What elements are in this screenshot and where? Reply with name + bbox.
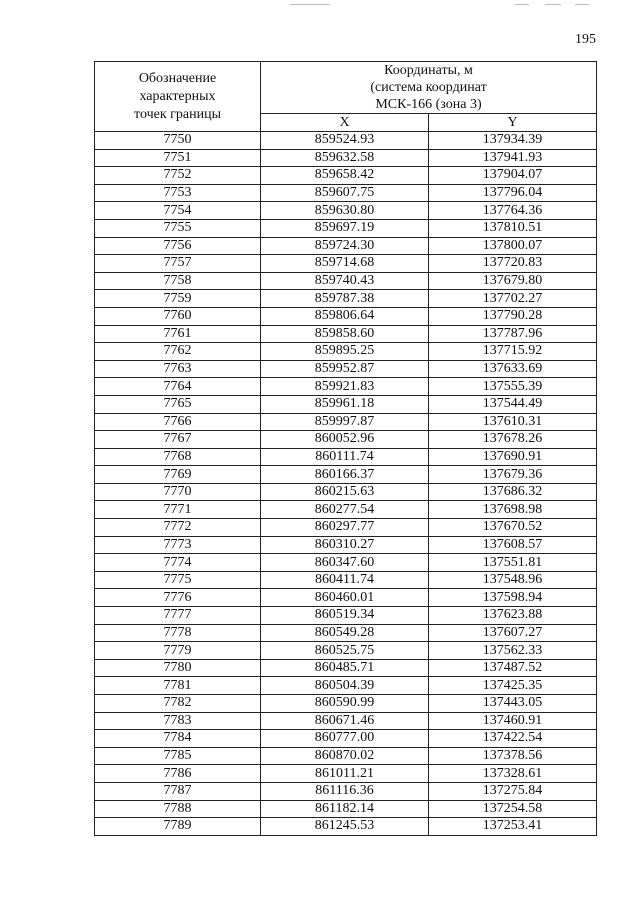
table-row: [95, 466, 597, 484]
table-row: [95, 184, 597, 202]
x-coordinate-cell: 860870.02: [261, 747, 429, 765]
table-row: [95, 642, 597, 660]
point-id-cell: 7758: [95, 272, 261, 290]
y-coordinate-cell: 137610.31: [429, 413, 597, 431]
point-id-cell: 7761: [95, 325, 261, 343]
point-id-cell: 7787: [95, 782, 261, 800]
point-id-cell: 7768: [95, 448, 261, 466]
point-id-cell: 7762: [95, 343, 261, 361]
x-coordinate-cell: 860485.71: [261, 659, 429, 677]
table-row: [95, 237, 597, 255]
x-coordinate-cell: 860671.46: [261, 712, 429, 730]
table-row: [95, 343, 597, 361]
x-coordinate-cell: 859787.38: [261, 290, 429, 308]
point-id-cell: 7765: [95, 395, 261, 413]
x-coordinate-cell: 859858.60: [261, 325, 429, 343]
x-coordinate-cell: 861245.53: [261, 818, 429, 836]
y-coordinate-cell: 137623.88: [429, 607, 597, 625]
y-coordinate-cell: 137686.32: [429, 483, 597, 501]
y-coordinate-cell: 137598.94: [429, 589, 597, 607]
point-designation-header: [95, 62, 261, 132]
y-coordinate-cell: 137378.56: [429, 747, 597, 765]
table-row: [95, 219, 597, 237]
table-row: [95, 765, 597, 783]
table-row: [95, 554, 597, 572]
y-coordinate-cell: 137487.52: [429, 659, 597, 677]
y-coordinate-cell: 137460.91: [429, 712, 597, 730]
x-coordinate-cell: 860347.60: [261, 554, 429, 572]
table-row: [95, 378, 597, 396]
x-coordinate-cell: 860111.74: [261, 448, 429, 466]
x-coordinate-cell: 859961.18: [261, 395, 429, 413]
x-coordinate-cell: 861116.36: [261, 782, 429, 800]
x-coordinate-cell: 859740.43: [261, 272, 429, 290]
x-coordinate-cell: 860777.00: [261, 730, 429, 748]
point-id-cell: 7784: [95, 730, 261, 748]
table-row: [95, 448, 597, 466]
table-row: [95, 659, 597, 677]
x-coordinate-cell: 860460.01: [261, 589, 429, 607]
scan-artifact-line: [545, 4, 561, 5]
x-coordinate-cell: 860166.37: [261, 466, 429, 484]
table-row: [95, 571, 597, 589]
header-line: характерных: [139, 88, 216, 104]
point-id-cell: 7781: [95, 677, 261, 695]
point-id-cell: 7759: [95, 290, 261, 308]
table-row: [95, 413, 597, 431]
point-id-cell: 7782: [95, 695, 261, 713]
scan-artifact-line: [290, 4, 330, 5]
x-coordinate-cell: 860519.34: [261, 607, 429, 625]
x-coordinate-cell: 859921.83: [261, 378, 429, 396]
x-coordinate-cell: 860310.27: [261, 536, 429, 554]
scan-artifact-line: [515, 4, 529, 5]
y-column-header: Y: [429, 114, 597, 132]
x-coordinate-cell: 861011.21: [261, 765, 429, 783]
table-row: [95, 431, 597, 449]
x-coordinate-cell: 859607.75: [261, 184, 429, 202]
y-coordinate-cell: 137425.35: [429, 677, 597, 695]
table-row: [95, 395, 597, 413]
page-number: 195: [575, 32, 596, 47]
table-row: [95, 800, 597, 818]
point-id-cell: 7750: [95, 132, 261, 150]
point-id-cell: 7754: [95, 202, 261, 220]
y-coordinate-cell: 137796.04: [429, 184, 597, 202]
scan-artifact-line: [575, 4, 589, 5]
header-line: МСК-166 (зона 3): [375, 97, 482, 112]
header-line: Обозначение: [138, 70, 217, 86]
point-id-cell: 7771: [95, 501, 261, 519]
coordinates-table: [94, 61, 597, 836]
header-line: Координаты, м: [384, 63, 473, 78]
y-coordinate-cell: 137678.26: [429, 431, 597, 449]
table-row: [95, 360, 597, 378]
x-coordinate-cell: 860525.75: [261, 642, 429, 660]
y-coordinate-cell: 137679.36: [429, 466, 597, 484]
x-coordinate-cell: 860052.96: [261, 431, 429, 449]
table-row: [95, 272, 597, 290]
x-coordinate-cell: 860277.54: [261, 501, 429, 519]
x-coordinate-cell: 859632.58: [261, 149, 429, 167]
table-row: [95, 202, 597, 220]
point-id-cell: 7779: [95, 642, 261, 660]
point-id-cell: 7778: [95, 624, 261, 642]
x-coordinate-cell: 861182.14: [261, 800, 429, 818]
x-coordinate-cell: 860590.99: [261, 695, 429, 713]
point-id-cell: 7756: [95, 237, 261, 255]
y-coordinate-cell: 137548.96: [429, 571, 597, 589]
y-coordinate-cell: 137698.98: [429, 501, 597, 519]
point-id-cell: 7770: [95, 483, 261, 501]
point-id-cell: 7764: [95, 378, 261, 396]
table-header: [95, 62, 597, 132]
y-coordinate-cell: 137904.07: [429, 167, 597, 185]
point-id-cell: 7774: [95, 554, 261, 572]
point-id-cell: 7773: [95, 536, 261, 554]
point-id-cell: 7763: [95, 360, 261, 378]
y-coordinate-cell: 137443.05: [429, 695, 597, 713]
table-row: [95, 624, 597, 642]
table-row: [95, 677, 597, 695]
point-id-cell: 7752: [95, 167, 261, 185]
point-id-cell: 7766: [95, 413, 261, 431]
point-id-cell: 7767: [95, 431, 261, 449]
point-id-cell: 7783: [95, 712, 261, 730]
x-coordinate-cell: 860215.63: [261, 483, 429, 501]
point-id-cell: 7777: [95, 607, 261, 625]
y-coordinate-cell: 137670.52: [429, 519, 597, 537]
table-row: [95, 132, 597, 150]
table-row: [95, 307, 597, 325]
y-coordinate-cell: 137551.81: [429, 554, 597, 572]
x-coordinate-cell: 859697.19: [261, 219, 429, 237]
y-coordinate-cell: 137679.80: [429, 272, 597, 290]
table-row: [95, 782, 597, 800]
table-row: [95, 167, 597, 185]
table-row: [95, 325, 597, 343]
x-coordinate-cell: 859997.87: [261, 413, 429, 431]
x-coordinate-cell: 859806.64: [261, 307, 429, 325]
x-coordinate-cell: 859524.93: [261, 132, 429, 150]
y-coordinate-cell: 137633.69: [429, 360, 597, 378]
y-coordinate-cell: 137720.83: [429, 255, 597, 273]
y-coordinate-cell: 137253.41: [429, 818, 597, 836]
y-coordinate-cell: 137690.91: [429, 448, 597, 466]
x-coordinate-cell: 860549.28: [261, 624, 429, 642]
y-coordinate-cell: 137790.28: [429, 307, 597, 325]
y-coordinate-cell: 137702.27: [429, 290, 597, 308]
point-id-cell: 7775: [95, 571, 261, 589]
table-row: [95, 149, 597, 167]
table-row: [95, 290, 597, 308]
y-coordinate-cell: 137275.84: [429, 782, 597, 800]
table-row: [95, 589, 597, 607]
x-column-header: X: [261, 114, 429, 132]
point-id-cell: 7789: [95, 818, 261, 836]
table-row: [95, 695, 597, 713]
y-coordinate-cell: 137764.36: [429, 202, 597, 220]
x-coordinate-cell: 859658.42: [261, 167, 429, 185]
table-body: [95, 132, 597, 836]
table-row: [95, 818, 597, 836]
table-row: [95, 483, 597, 501]
point-id-cell: 7786: [95, 765, 261, 783]
x-coordinate-cell: 859714.68: [261, 255, 429, 273]
x-coordinate-cell: 859952.87: [261, 360, 429, 378]
point-id-cell: 7772: [95, 519, 261, 537]
point-id-cell: 7757: [95, 255, 261, 273]
y-coordinate-cell: 137941.93: [429, 149, 597, 167]
table-row: [95, 730, 597, 748]
x-coordinate-cell: 859630.80: [261, 202, 429, 220]
y-coordinate-cell: 137328.61: [429, 765, 597, 783]
y-coordinate-cell: 137608.57: [429, 536, 597, 554]
point-id-cell: 7769: [95, 466, 261, 484]
x-coordinate-cell: 860297.77: [261, 519, 429, 537]
y-coordinate-cell: 137254.58: [429, 800, 597, 818]
header-line: (система координат: [370, 80, 487, 95]
table-row: [95, 519, 597, 537]
point-id-cell: 7751: [95, 149, 261, 167]
table-row: [95, 501, 597, 519]
y-coordinate-cell: 137800.07: [429, 237, 597, 255]
point-id-cell: 7776: [95, 589, 261, 607]
point-id-cell: 7788: [95, 800, 261, 818]
x-coordinate-cell: 860411.74: [261, 571, 429, 589]
x-coordinate-cell: 859724.30: [261, 237, 429, 255]
point-id-cell: 7780: [95, 659, 261, 677]
point-id-cell: 7753: [95, 184, 261, 202]
header-line: точек границы: [134, 106, 221, 122]
coordinates-group-header: [261, 62, 597, 114]
x-coordinate-cell: 859895.25: [261, 343, 429, 361]
y-coordinate-cell: 137422.54: [429, 730, 597, 748]
table-row: [95, 255, 597, 273]
table-row: [95, 712, 597, 730]
table-row: [95, 607, 597, 625]
point-id-cell: 7755: [95, 219, 261, 237]
y-coordinate-cell: 137562.33: [429, 642, 597, 660]
y-coordinate-cell: 137934.39: [429, 132, 597, 150]
table-row: [95, 536, 597, 554]
table-row: [95, 747, 597, 765]
y-coordinate-cell: 137555.39: [429, 378, 597, 396]
y-coordinate-cell: 137607.27: [429, 624, 597, 642]
y-coordinate-cell: 137787.96: [429, 325, 597, 343]
y-coordinate-cell: 137715.92: [429, 343, 597, 361]
y-coordinate-cell: 137544.49: [429, 395, 597, 413]
point-id-cell: 7760: [95, 307, 261, 325]
y-coordinate-cell: 137810.51: [429, 219, 597, 237]
point-id-cell: 7785: [95, 747, 261, 765]
x-coordinate-cell: 860504.39: [261, 677, 429, 695]
